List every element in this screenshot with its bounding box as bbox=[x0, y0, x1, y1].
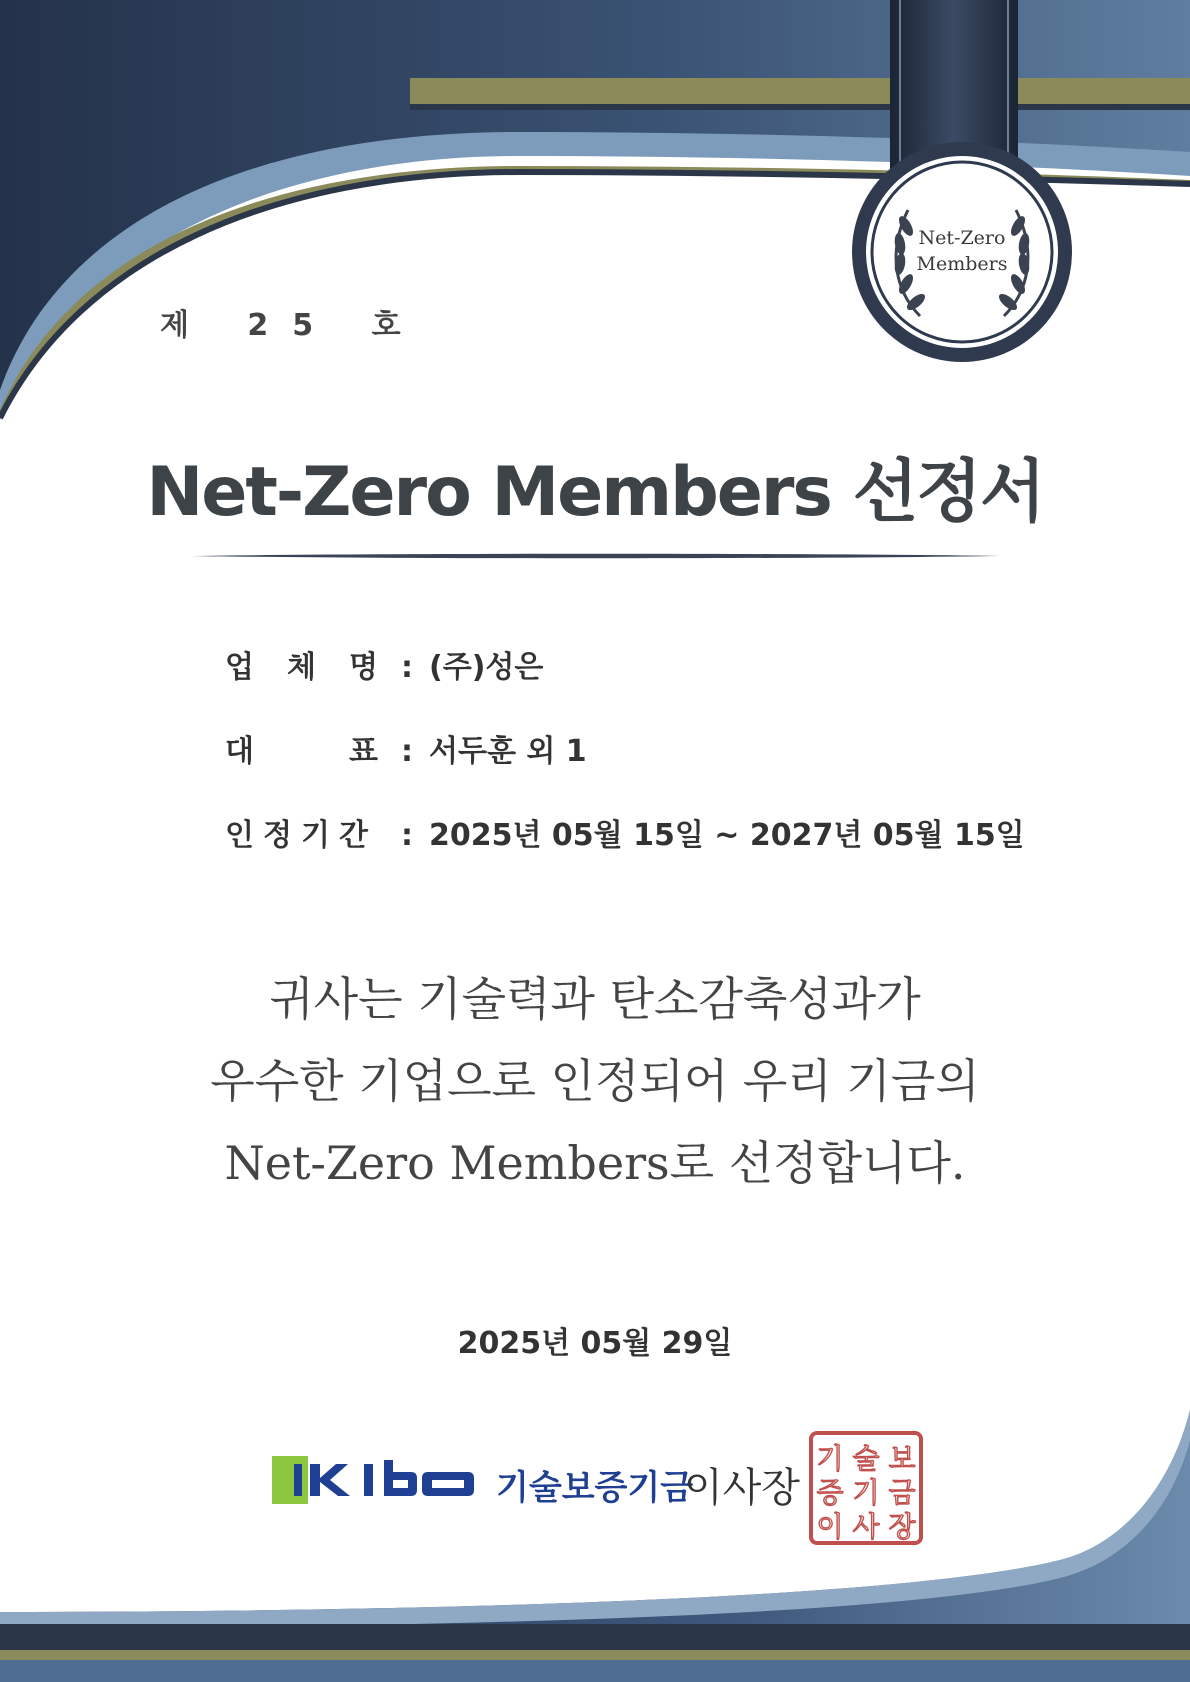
certificate-statement bbox=[0, 958, 1190, 1204]
representative-label: 대 표 bbox=[225, 734, 378, 769]
svg-text:술: 술 bbox=[852, 1442, 880, 1475]
period-row: 인 정 기 간 : 2025년 05월 15일 ~ 2027년 05월 15일 bbox=[225, 816, 1025, 856]
kibo-logo bbox=[272, 1452, 482, 1508]
issuer-organization: 기술보증기금 bbox=[496, 1468, 694, 1508]
statement-line: 귀사는 기술력과 탄소감축성과가 bbox=[269, 972, 921, 1026]
issuer-title: 이사장 bbox=[684, 1465, 800, 1511]
svg-text:기: 기 bbox=[816, 1442, 844, 1475]
representative-value: 서두훈 외 1 bbox=[429, 734, 587, 769]
svg-text:증: 증 bbox=[816, 1476, 844, 1509]
representative-row: 대 표 : 서두훈 외 1 bbox=[225, 732, 587, 772]
net-zero-emblem bbox=[850, 140, 1074, 364]
issue-date: 2025년 05월 29일 bbox=[457, 1326, 733, 1361]
svg-text:기: 기 bbox=[852, 1476, 880, 1509]
period-value: 2025년 05월 15일 ~ 2027년 05월 15일 bbox=[429, 818, 1025, 853]
svg-text:이: 이 bbox=[816, 1510, 844, 1543]
svg-text:금: 금 bbox=[888, 1476, 916, 1509]
company-row: 업 체 명 : (주)성은 bbox=[225, 648, 543, 688]
certificate-number: 제 25 호 bbox=[160, 308, 425, 343]
period-label: 인 정 기 간 bbox=[225, 818, 368, 853]
svg-text:사: 사 bbox=[852, 1510, 880, 1543]
statement-line: Net-Zero Members로 선정합니다. bbox=[224, 1136, 966, 1190]
statement-line: 우수한 기업으로 인정되어 우리 기금의 bbox=[210, 1054, 980, 1108]
certificate-title: Net-Zero Members 선정서 bbox=[146, 453, 1044, 532]
title-divider bbox=[190, 552, 1000, 560]
emblem-line-2: Members bbox=[916, 253, 1008, 275]
company-label: 업 체 명 bbox=[225, 650, 378, 685]
svg-text:보: 보 bbox=[888, 1442, 916, 1475]
company-value: (주)성은 bbox=[429, 650, 544, 685]
emblem-line-1: Net-Zero bbox=[918, 227, 1006, 249]
official-seal bbox=[808, 1430, 924, 1546]
svg-text:장: 장 bbox=[888, 1510, 916, 1543]
